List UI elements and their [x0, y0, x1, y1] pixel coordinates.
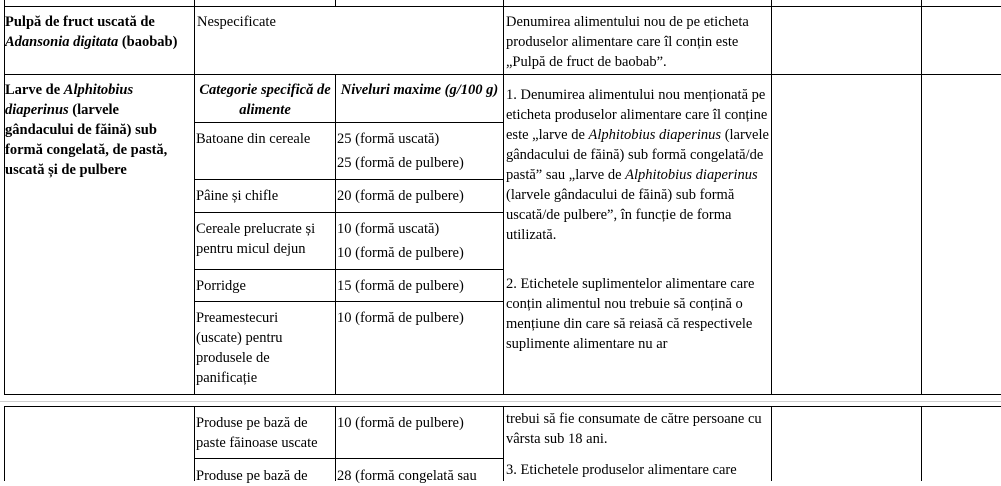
- subtable-category-cell: Preamestecuri (uscate) pentru produsele de panificație: [196, 310, 283, 386]
- alphitobius-labelling-2: 2. Etichetele suplimentelor alimentare care conțin alimentul nou trebuie să conțină o mențiune din care să reiasă că respectivele suplimente alimentare nu ar: [506, 276, 755, 352]
- baobab-conditions: Nespecificate: [197, 14, 276, 30]
- subtable-level-cell: 10 (formă de pulbere): [337, 245, 464, 261]
- subtable-header-levels: Niveluri maxime (g/100 g): [340, 82, 499, 98]
- subtable-level-cell: 15 (formă de pulbere): [337, 278, 464, 294]
- subtable-header-category: Categorie specifică de alimente: [199, 82, 331, 118]
- subtable-level-cell: 10 (formă uscată): [337, 221, 440, 237]
- page-break-line: [0, 401, 1001, 402]
- continuation-labelling-3: 3. Etichetele produselor alimentare care: [506, 462, 737, 478]
- alphitobius-food-name: Larve de Alphitobius diaperinus (larvele gândacului de făină) sub formă congelată, de pastă, uscată și de pulbere: [5, 82, 168, 178]
- subtable-level-cell: 20 (formă de pulbere): [337, 188, 464, 204]
- baobab-food-name: Pulpă de fruct uscată de Adansonia digitata (baobab): [5, 14, 178, 50]
- subtable-category-cell: Produse pe bază de paste făinoase uscate: [196, 415, 318, 451]
- subtable-level-cell: 28 (formă congelată sau: [337, 468, 477, 484]
- baobab-labelling: Denumirea alimentului nou de pe eticheta produselor alimentare care îl conțin este „Pulpă de fruct de baobab”.: [506, 14, 749, 70]
- subtable-category-cell: Porridge: [196, 278, 246, 294]
- alphitobius-labelling-1: 1. Denumirea alimentului nou menționată pe eticheta produselor alimentare care îl conține este „larve de Alphitobius diaperinus (larvele gândacului de făină) sub formă congelată/de pastă” sau „larve de Alphitobius diaperinus (larvele gândacului de făină) sub formă uscată/de pulbere”, în funcție de forma utilizată.: [506, 87, 769, 243]
- subtable-level-cell: 25 (formă de pulbere): [337, 155, 464, 171]
- subtable-category-cell: Batoane din cereale: [196, 131, 311, 147]
- subtable-category-cell: Pâine și chifle: [196, 188, 279, 204]
- subtable-level-cell: 10 (formă de pulbere): [337, 415, 464, 431]
- subtable-level-cell: 10 (formă de pulbere): [337, 310, 464, 326]
- subtable-category-cell: Produse pe bază de: [196, 468, 308, 484]
- subtable-category-cell: Cereale prelucrate și pentru micul dejun: [196, 221, 316, 257]
- continuation-labelling: trebui să fie consumate de către persoane cu vârsta sub 18 ani.: [506, 411, 762, 447]
- subtable-level-cell: 25 (formă uscată): [337, 131, 440, 147]
